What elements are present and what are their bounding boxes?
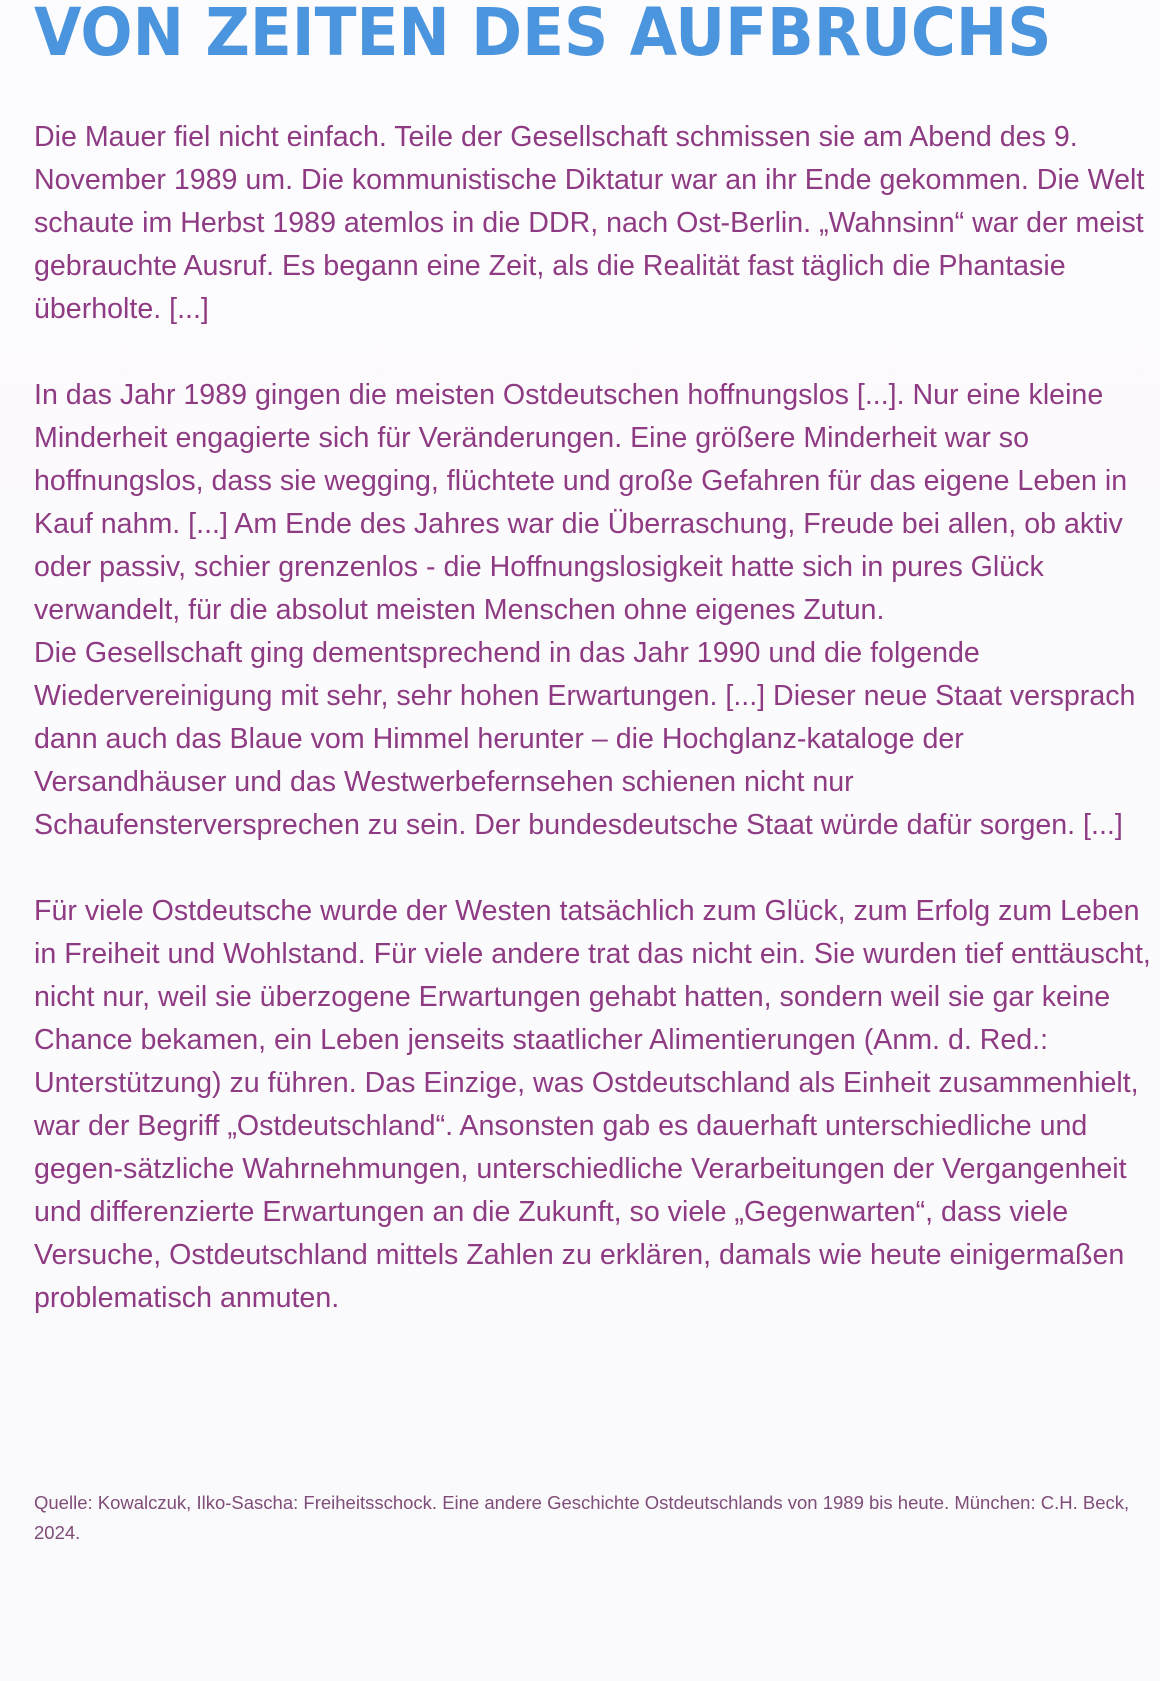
paragraph-4: Für viele Ostdeutsche wurde der Westen tatsächlich zum Glück, zum Erfolg zum Leben in Freiheit und Wohlstand. Für viele andere trat das nicht ein. Sie wurden tief enttäuscht, nicht nur, weil sie überzogene Erwartungen gehabt hatten, sondern weil sie gar keine Chance bekamen, ein Leben jenseits staatlicher Alimentierungen (Anm. d. Red.: Unterstützung) zu führen. Das Einzige, was Ostdeutschland als Einheit zusammenhielt, war der Begriff „Ostdeutschland“. Ansonsten gab es dauerhaft unterschiedliche und gegen-sätzliche Wahrnehmungen, unterschiedliche Verarbeitungen der Vergangenheit und differenzierte Erwartungen an die Zukunft, so viele „Gegenwarten“, dass viele Versuche, Ostdeutschland mittels Zahlen zu erklären, damals wie heute einigermaßen problematisch anmuten. (34, 895, 1151, 1314)
article-body (34, 116, 1154, 1320)
paragraph-gap (34, 331, 1154, 374)
source-citation: Quelle: Kowalczuk, Ilko-Sascha: Freiheitsschock. Eine andere Geschichte Ostdeutschlands von 1989 bis heute. München: C.H. Beck, 2024. (34, 1492, 1130, 1543)
paragraph-gap (34, 847, 1154, 890)
paragraph-3: Die Gesellschaft ging dementsprechend in das Jahr 1990 und die folgende Wiedervereinigung mit sehr, sehr hohen Erwartungen. [...] Dieser neue Staat versprach dann auch das Blaue vom Himmel herunter – die Hochglanz-kataloge der Versandhäuser und das Westwerbefernsehen schienen nicht nur Schaufensterversprechen zu sein. Der bundesdeutsche Staat würde dafür sorgen. [...] (34, 637, 1136, 841)
paragraph-1: Die Mauer fiel nicht einfach. Teile der Gesellschaft schmissen sie am Abend des 9. November 1989 um. Die kommunistische Diktatur war an ihr Ende gekommen. Die Welt schaute im Herbst 1989 atemlos in die DDR, nach Ost-Berlin. „Wahnsinn“ war der meist gebrauchte Ausruf. Es begann eine Zeit, als die Realität fast täglich die Phantasie überholte. [...] (34, 121, 1145, 325)
paragraph-2: In das Jahr 1989 gingen die meisten Ostdeutschen hoffnungslos [...]. Nur eine kleine Minderheit engagierte sich für Veränderungen. Eine größere Minderheit war so hoffnungslos, dass sie wegging, flüchtete und große Gefahren für das eigene Leben in Kauf nahm. [...] Am Ende des Jahres war die Überraschung, Freude bei allen, ob aktiv oder passiv, schier grenzenlos - die Hoffnungslosigkeit hatte sich in pures Glück verwandelt, für die absolut meisten Menschen ohne eigenes Zutun. (34, 379, 1128, 626)
page-title: VON ZEITEN DES AUFBRUCHS (34, 0, 1052, 71)
